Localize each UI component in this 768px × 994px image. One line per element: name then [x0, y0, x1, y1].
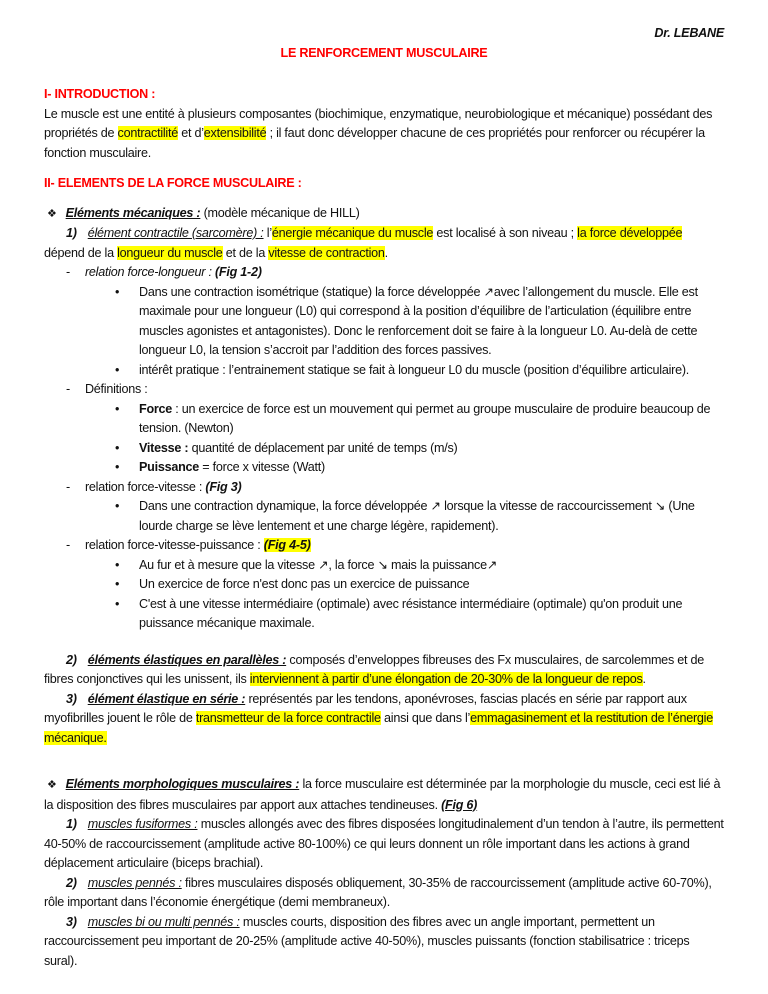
- text-run: représentés par les tendons, aponévroses, fascias placés en série par rapport aux myofibrilles jouent le rôle de: [44, 691, 687, 725]
- text-run: élément élastique en série :: [87, 691, 246, 706]
- text-run: quantité de déplacement par unité de temps (m/s): [188, 440, 458, 455]
- text-run: Définitions :: [84, 382, 148, 396]
- highlighted-text-run: transmetteur de la force contractile: [195, 711, 381, 725]
- text-run: muscles fusiformes :: [87, 817, 198, 831]
- bullet-marker: •: [115, 460, 120, 474]
- dash-marker: -: [66, 265, 70, 279]
- dash-marker: -: [66, 382, 70, 396]
- text-run: Au fur et à mesure que la vitesse ↗, la force ↘ mais la puissance↗: [139, 557, 498, 572]
- item-muscles-bi-multi-pennes: [44, 913, 724, 972]
- bullet-marker: •: [115, 401, 120, 416]
- text-run: et de la: [222, 245, 269, 260]
- text-run: relation force-vitesse-puissance :: [84, 538, 264, 552]
- text-run: Dans une contraction dynamique, la force développée ↗ lorsque la vitesse de raccourcissement ↘ (Une lourde charge se lève lentement et une charge légère, rapidement).: [139, 499, 695, 533]
- bullet-interet-pratique: [44, 361, 724, 381]
- text-run: Eléments morphologiques musculaires :: [65, 777, 300, 791]
- num-marker: 2): [66, 652, 77, 667]
- bullet-vitesse-force-puissance: [44, 556, 724, 576]
- text-run: muscles courts, disposition des fibres avec un angle important, permettent un raccourcissement peu important de 20-25% (amplitude active 40-50%), muscles puissants (fonction stabilisatrice : triceps sural).: [44, 914, 690, 968]
- item-relation-force-longueur: [44, 263, 724, 283]
- text-run: = force x vitesse (Watt): [199, 460, 325, 474]
- bullet-marker: •: [115, 557, 120, 572]
- bullet-contraction-dynamique: [44, 497, 724, 536]
- heading-introduction: [44, 85, 724, 105]
- blank-line: [44, 748, 724, 765]
- text-run: Un exercice de force n'est donc pas un exercice de puissance: [139, 577, 470, 591]
- highlighted-text-run: interviennent à partir d’une élongation de 20-30% de la longueur de repos: [249, 672, 643, 686]
- text-run: relation force-longueur :: [84, 265, 215, 279]
- text-run: muscles allongés avec des fibres disposées longitudinalement d’un tendon à l’autre, ils permettent 40-50% de raccourcissement (amplitude active 80-100%) ce qui leurs donnent un rôle important dans les actions à grand déplacement articulaire (biceps brachial).: [44, 817, 724, 870]
- text-run: (modèle mécanique de HILL): [200, 205, 360, 220]
- bullet-marker: •: [115, 596, 120, 611]
- highlighted-text-run: contractilité: [117, 126, 178, 140]
- text-run: ainsi que dans l’: [380, 711, 471, 725]
- text-run: dépend de la: [44, 245, 118, 260]
- text-run: composés d’enveloppes fibreuses des Fx musculaires, de sarcolemmes et de fibres conjonctives qui les unissent, ils: [44, 652, 704, 686]
- highlighted-text-run: extensibilité: [203, 126, 267, 140]
- bullet-marker: •: [115, 440, 120, 455]
- text-run: II- ELEMENTS DE LA FORCE MUSCULAIRE :: [44, 176, 302, 190]
- bullet-vitesse-intermediaire: [44, 595, 724, 634]
- text-run: est localisé à son niveau ;: [433, 226, 578, 240]
- bullet-contraction-isometrique: [44, 283, 724, 361]
- highlighted-text-run: énergie mécanique du muscle: [271, 226, 434, 240]
- text-run: Eléments mécaniques :: [65, 205, 201, 220]
- diamond-marker: ❖: [47, 207, 57, 220]
- heading-elements-force-musculaire: [44, 174, 724, 194]
- document-body: [44, 85, 724, 971]
- text-run: (Fig 3): [205, 479, 242, 494]
- dash-marker: -: [66, 479, 70, 494]
- bullet-definition-force: [44, 400, 724, 439]
- item-element-contractile: [44, 224, 724, 263]
- item-muscles-pennes: [44, 874, 724, 913]
- diamond-marker: ❖: [47, 779, 57, 791]
- text-run: Force: [139, 401, 173, 416]
- author-name: Dr. LEBANE: [654, 26, 724, 40]
- text-run: (Fig 1-2): [214, 265, 262, 279]
- text-run: la force musculaire est déterminée par la morphologie du muscle, ceci est lié à la disposition des fibres musculaires par apport aux attaches tendineuses.: [44, 777, 721, 812]
- highlighted-text-run: la force développée: [577, 226, 683, 240]
- highlighted-text-run: longueur du muscle: [117, 245, 223, 260]
- bullet-exercice-force-pas-puissance: [44, 575, 724, 595]
- bullet-marker: •: [115, 284, 120, 299]
- item-relation-force-vitesse-puissance: [44, 536, 724, 556]
- item-muscles-fusiformes: [44, 815, 724, 874]
- dash-marker: -: [66, 538, 70, 552]
- text-run: C'est à une vitesse intermédiaire (optimale) avec résistance intermédiaire (optimale) qu'on produit une puissance mécanique maximale.: [139, 596, 683, 630]
- text-run: l’: [263, 226, 272, 240]
- bullet-marker: •: [115, 362, 120, 377]
- highlighted-text-run: emmagasinement et la restitution de l’énergie mécanique.: [44, 711, 713, 745]
- item-element-elastique-serie: [44, 690, 724, 749]
- item-relation-force-vitesse: [44, 478, 724, 498]
- text-run: Le muscle est une entité à plusieurs composantes (biochimique, enzymatique, neurobiologique et mécanique) possédant des propriétés de: [44, 106, 713, 140]
- text-run: élément contractile (sarcomère) :: [87, 226, 264, 240]
- highlighted-text-run: vitesse de contraction: [268, 245, 385, 260]
- num-marker: 1): [66, 226, 77, 240]
- blank-line: [44, 634, 724, 651]
- text-run: muscles pennés :: [87, 875, 182, 890]
- text-run: relation force-vitesse :: [84, 479, 206, 494]
- text-run: muscles bi ou multi pennés :: [87, 914, 240, 929]
- num-marker: 2): [66, 875, 77, 890]
- text-run: Puissance: [139, 460, 200, 474]
- page-title: LE RENFORCEMENT MUSCULAIRE: [280, 45, 488, 60]
- num-marker: 3): [66, 691, 77, 706]
- bullet-marker: •: [115, 499, 120, 513]
- paragraph-introduction: [44, 105, 724, 164]
- text-run: et d’: [177, 126, 204, 140]
- item-elements-elastiques-paralleles: [44, 651, 724, 690]
- num-marker: 3): [66, 914, 77, 929]
- text-run: ; il faut donc développer chacune de ces propriétés pour renforcer ou récupérer la fonction musculaire.: [44, 126, 705, 160]
- text-run: éléments élastiques en parallèles :: [87, 652, 287, 667]
- text-run: .: [384, 245, 388, 260]
- text-run: (Fig 6): [441, 797, 478, 812]
- bullet-definition-puissance: [44, 458, 724, 478]
- num-marker: 1): [66, 817, 77, 831]
- bullet-definition-vitesse: [44, 439, 724, 459]
- bullet-marker: •: [115, 577, 120, 591]
- text-run: fibres musculaires disposés obliquement, 30-35% de raccourcissement (amplitude active 60-70%), rôle important dans l’économie énergétique (demi membraneux).: [44, 875, 712, 909]
- text-run: Dans une contraction isométrique (statique) la force développée ↗avec l’allongement du muscle. Elle est maximale pour une longueur (L0) qui correspond à la position d’équilibre de l’articulation (équilibre entre muscles agonistes et antagonistes). Donc le renforcement doit se faire à la longueur L0. Au-delà de cette longueur L0, la tension s’accroit par l’addition des forces passives.: [139, 284, 698, 357]
- item-definitions: [44, 380, 724, 400]
- text-run: : un exercice de force est un mouvement qui permet au groupe musculaire de produire beaucoup de tension. (Newton): [139, 401, 711, 435]
- text-run: I- INTRODUCTION :: [44, 87, 156, 101]
- section-elements-mecaniques: [44, 204, 724, 225]
- section-elements-morphologiques: [44, 775, 724, 815]
- text-run: .: [642, 672, 646, 686]
- text-run: intérêt pratique : l’entrainement statique se fait à longueur L0 du muscle (position d’équilibre articulaire).: [139, 362, 690, 377]
- text-run: Vitesse :: [139, 440, 189, 455]
- highlighted-text-run: (Fig 4-5): [263, 538, 311, 552]
